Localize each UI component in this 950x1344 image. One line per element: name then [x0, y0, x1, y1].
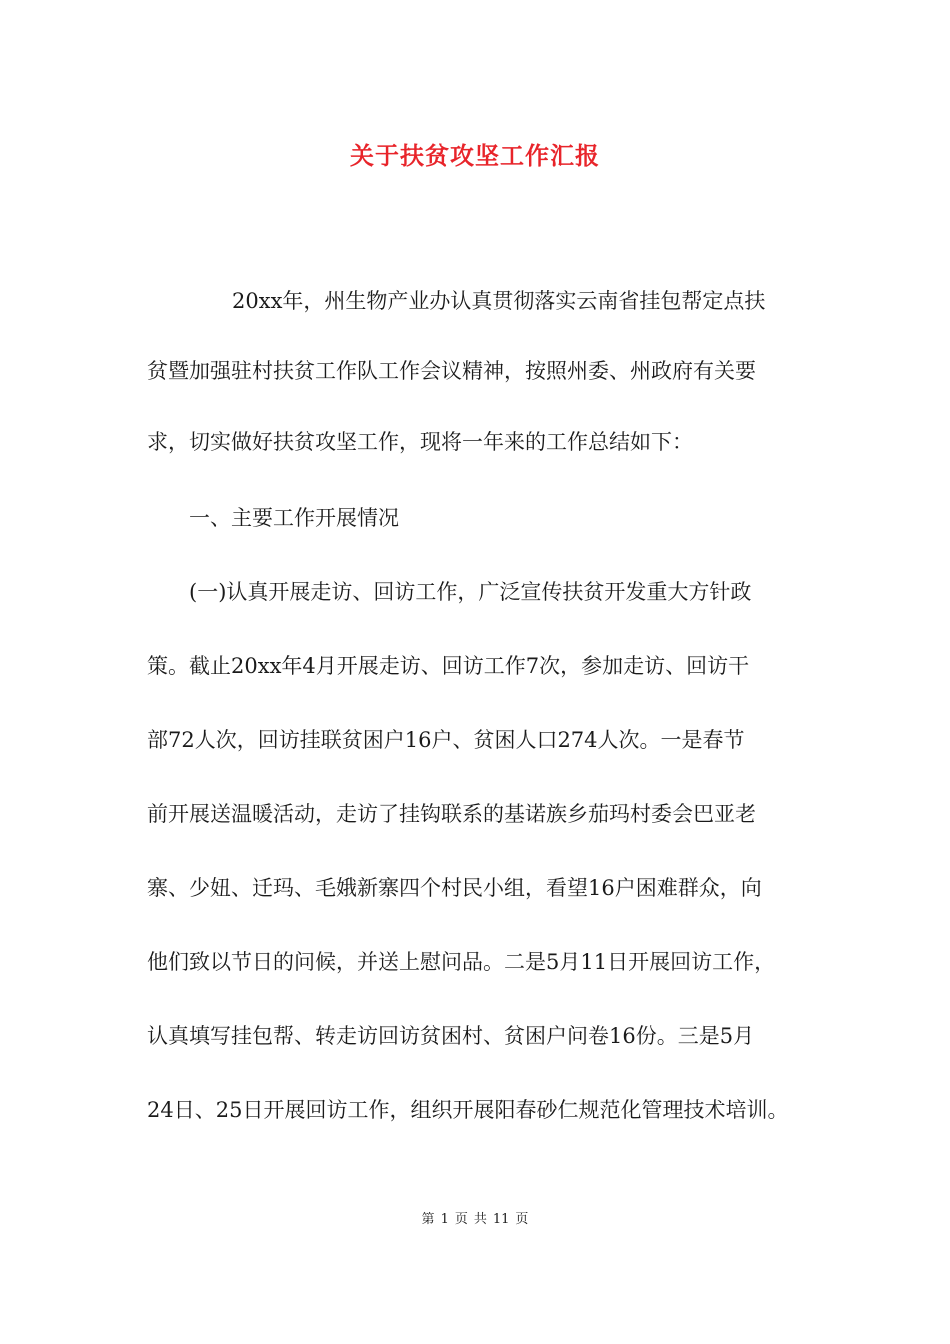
footer-page-unit: 页	[454, 1212, 468, 1227]
document-title: 关于扶贫攻坚工作汇报	[350, 141, 600, 170]
footer-page-number: 1	[440, 1212, 449, 1227]
paragraph-line: 24日、25日开展回访工作，组织开展阳春砂仁规范化管理技术培训。	[147, 1098, 789, 1122]
paragraph-line: 部72人次，回访挂联贫困户16户、贫困人口274人次。一是春节	[147, 728, 745, 752]
footer-page-label: 第	[421, 1212, 435, 1227]
paragraph-line: 他们致以节日的问候，并送上慰问品。二是5月11日开展回访工作，	[147, 950, 776, 974]
paragraph-line: 认真填写挂包帮、转走访回访贫困村、贫困户问卷16份。三是5月	[147, 1024, 755, 1048]
page-footer	[0, 1208, 950, 1227]
footer-total-label: 共	[473, 1212, 487, 1227]
section-heading: 一、主要工作开展情况	[189, 506, 399, 530]
paragraph-line: 20xx年，州生物产业办认真贯彻落实云南省挂包帮定点扶	[232, 289, 766, 313]
footer-total-unit: 页	[515, 1212, 529, 1227]
paragraph-line: 寨、少妞、迁玛、毛娥新寨四个村民小组，看望16户困难群众，向	[147, 876, 762, 900]
paragraph-line: (一)认真开展走访、回访工作，广泛宣传扶贫开发重大方针政	[189, 580, 752, 604]
paragraph-line: 前开展送温暖活动，走访了挂钩联系的基诺族乡茄玛村委会巴亚老	[147, 802, 756, 826]
paragraph-line: 贫暨加强驻村扶贫工作队工作会议精神，按照州委、州政府有关要	[147, 359, 756, 383]
paragraph-line: 求，切实做好扶贫攻坚工作，现将一年来的工作总结如下：	[147, 430, 693, 454]
paragraph-line: 策。截止20xx年4月开展走访、回访工作7次，参加走访、回访干	[147, 654, 750, 678]
footer-total-pages: 11	[492, 1212, 510, 1227]
